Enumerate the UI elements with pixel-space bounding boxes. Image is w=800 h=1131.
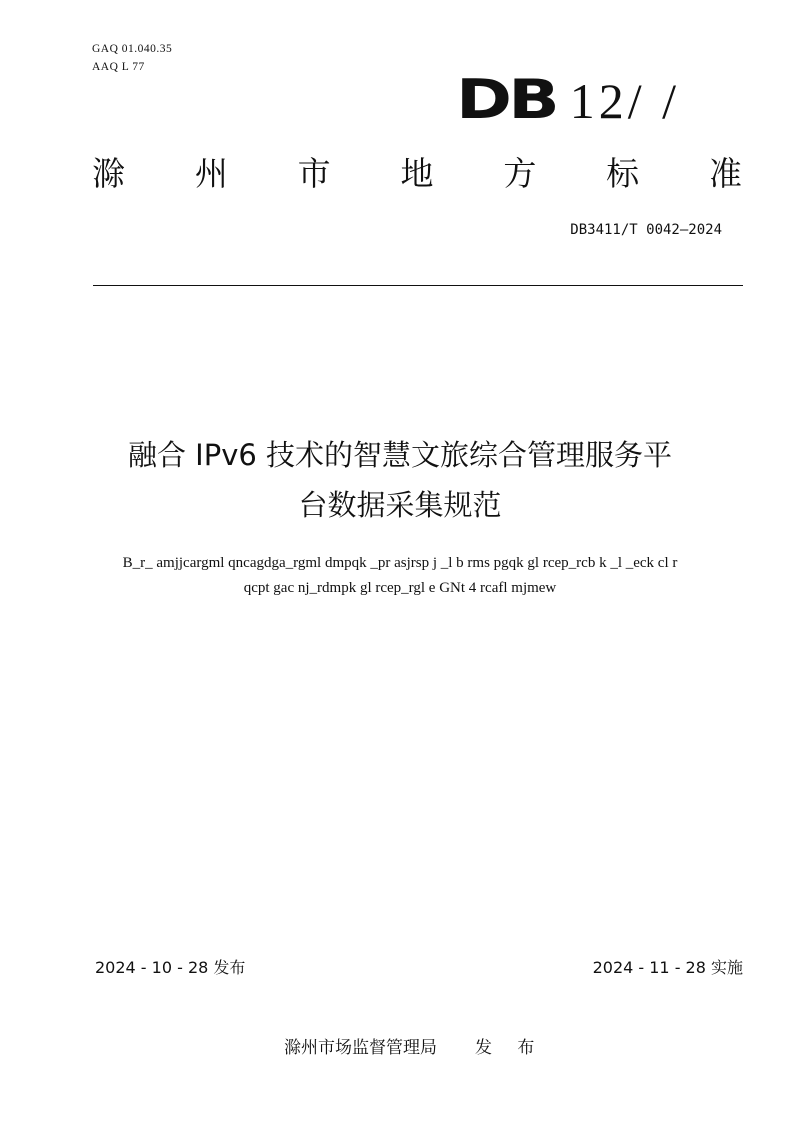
standard-type-char: 市: [297, 154, 331, 193]
publish-date: 2024 - 10 - 28 发布: [95, 958, 246, 977]
standard-type-char: 地: [400, 154, 434, 193]
classification-codes: [92, 40, 172, 76]
document-title-line: 融合 IPv6 技术的智慧文旅综合管理服务平: [127, 438, 673, 472]
document-title-line: 台数据采集规范: [298, 488, 502, 522]
db-logo: DB: [455, 68, 556, 131]
ics-code: GAQ 01.040.35: [92, 43, 173, 55]
ccs-code: AAQ L 77: [92, 61, 145, 73]
standard-type-char: 准: [708, 154, 742, 193]
english-title-line: B_r_ amjjcargml qncagdga_rgml dmpqk _pr asjrsp j _l b rms pgqk gl rcep_rcb k _l _eck cl r: [122, 555, 678, 571]
issuer: [284, 1033, 544, 1058]
standard-type-char: 方: [503, 154, 537, 193]
standard-type-char: 标: [606, 154, 640, 193]
header-divider: [93, 285, 743, 286]
issuer-action: 发 布: [475, 1038, 545, 1058]
standard-number: 12/ /: [569, 73, 680, 129]
document-title: [60, 430, 740, 530]
standard-mark: [455, 68, 680, 131]
document-code: DB3411/T 0042—2024: [570, 222, 722, 238]
issuer-org: 滁州市场监督管理局: [284, 1038, 437, 1058]
implement-date: 2024 - 11 - 28 实施: [592, 958, 743, 977]
english-title: [60, 551, 740, 601]
standard-type-char: 州: [194, 154, 228, 193]
standard-type-title: [92, 152, 742, 196]
standard-type-char: 滁: [92, 154, 125, 193]
english-title-line: qcpt gac nj_rdmpk gl rcep_rgl e GNt 4 rcafl mjmew: [243, 580, 557, 596]
